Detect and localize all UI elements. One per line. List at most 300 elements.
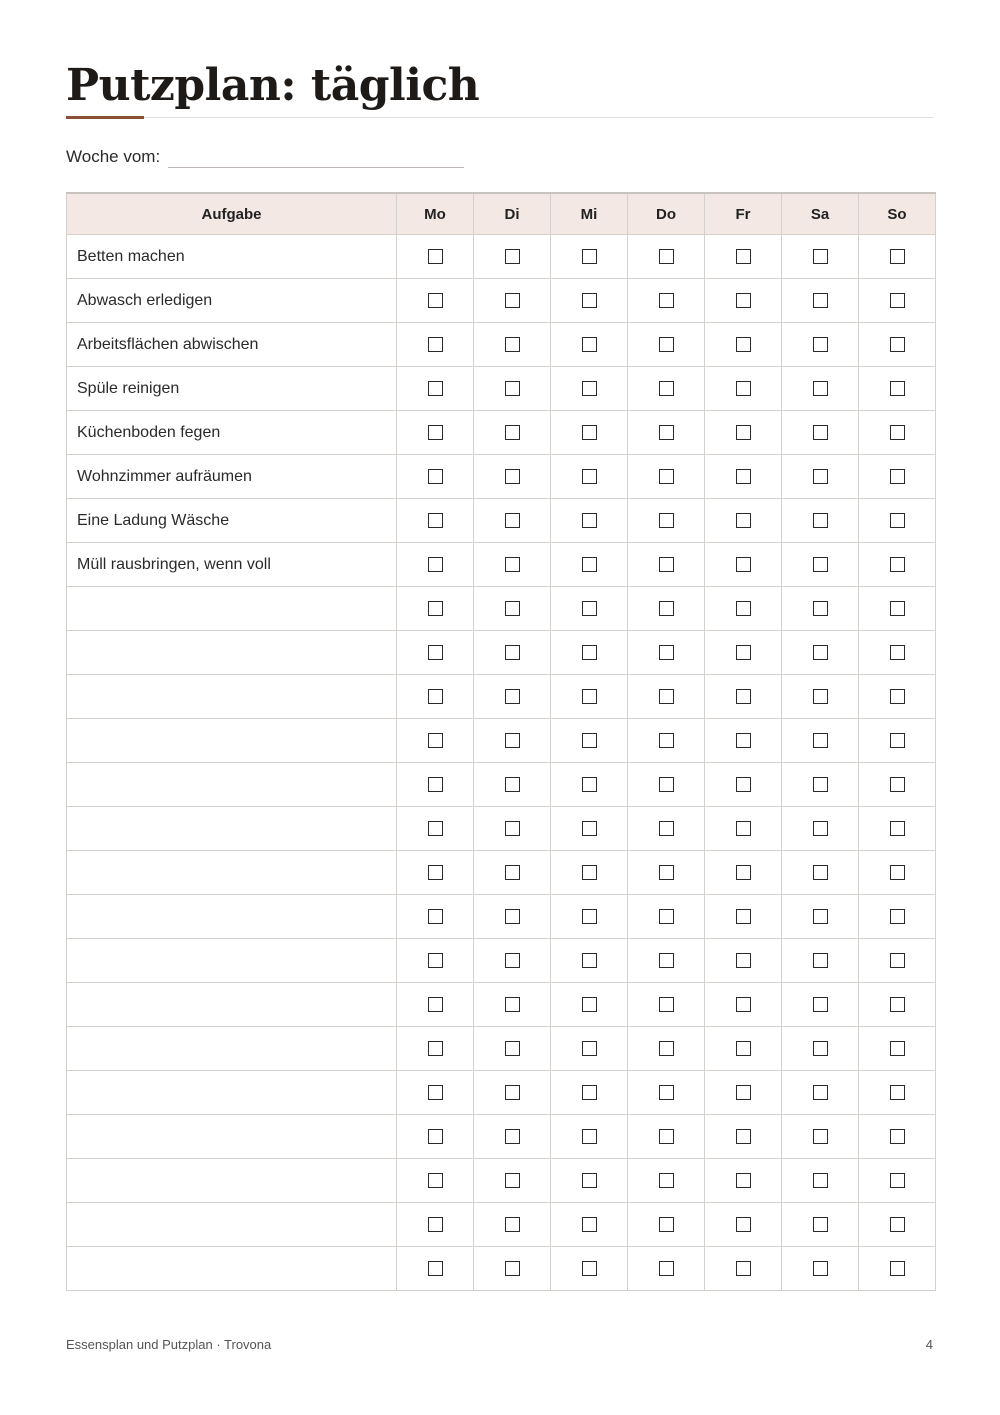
checkbox-sa[interactable] (813, 337, 828, 352)
checkbox-di[interactable] (505, 645, 520, 660)
checkbox-so[interactable] (890, 689, 905, 704)
checkbox-fr[interactable] (736, 1217, 751, 1232)
day-cell-so (859, 1247, 936, 1291)
checkbox-do[interactable] (659, 733, 674, 748)
day-cell-mi (551, 851, 628, 895)
checkbox-mo[interactable] (428, 1173, 443, 1188)
checkbox-mi[interactable] (582, 513, 597, 528)
checkbox-di[interactable] (505, 469, 520, 484)
checkbox-do[interactable] (659, 469, 674, 484)
day-cell-mo (397, 279, 474, 323)
checkbox-mo[interactable] (428, 513, 443, 528)
checkbox-sa[interactable] (813, 601, 828, 616)
table-row (67, 499, 936, 543)
day-cell-do (628, 455, 705, 499)
table-row (67, 279, 936, 323)
day-cell-sa (782, 675, 859, 719)
checkbox-mo[interactable] (428, 997, 443, 1012)
checkbox-fr[interactable] (736, 425, 751, 440)
checkbox-mo[interactable] (428, 1085, 443, 1100)
checkbox-do[interactable] (659, 821, 674, 836)
checkbox-mo[interactable] (428, 865, 443, 880)
checkbox-do[interactable] (659, 1129, 674, 1144)
checkbox-fr[interactable] (736, 469, 751, 484)
checkbox-fr[interactable] (736, 997, 751, 1012)
day-cell-fr (705, 367, 782, 411)
checkbox-sa[interactable] (813, 557, 828, 572)
checkbox-sa[interactable] (813, 1129, 828, 1144)
checkbox-mo[interactable] (428, 1217, 443, 1232)
column-header-so: So (859, 193, 936, 235)
checkbox-do[interactable] (659, 997, 674, 1012)
checkbox-sa[interactable] (813, 1261, 828, 1276)
day-cell-mi (551, 279, 628, 323)
day-cell-mi (551, 895, 628, 939)
checkbox-mi[interactable] (582, 1217, 597, 1232)
page-number: 4 (925, 1337, 933, 1352)
checkbox-do[interactable] (659, 1261, 674, 1276)
checkbox-di[interactable] (505, 1261, 520, 1276)
checkbox-so[interactable] (890, 909, 905, 924)
task-cell[interactable] (67, 1203, 397, 1247)
day-cell-di (474, 455, 551, 499)
checkbox-sa[interactable] (813, 249, 828, 264)
checkbox-mi[interactable] (582, 1261, 597, 1276)
task-cell[interactable]: Wohnzimmer aufräumen (67, 455, 397, 499)
day-cell-do (628, 367, 705, 411)
checkbox-fr[interactable] (736, 249, 751, 264)
checkbox-so[interactable] (890, 865, 905, 880)
day-cell-di (474, 1247, 551, 1291)
checkbox-do[interactable] (659, 909, 674, 924)
checkbox-mi[interactable] (582, 293, 597, 308)
checkbox-fr[interactable] (736, 821, 751, 836)
task-cell[interactable] (67, 807, 397, 851)
checkbox-do[interactable] (659, 1217, 674, 1232)
checkbox-fr[interactable] (736, 1041, 751, 1056)
checkbox-so[interactable] (890, 293, 905, 308)
day-cell-sa (782, 1203, 859, 1247)
checkbox-mi[interactable] (582, 733, 597, 748)
task-cell[interactable] (67, 1115, 397, 1159)
task-cell[interactable] (67, 983, 397, 1027)
checkbox-sa[interactable] (813, 777, 828, 792)
task-cell[interactable] (67, 1071, 397, 1115)
checkbox-sa[interactable] (813, 821, 828, 836)
checkbox-di[interactable] (505, 381, 520, 396)
checkbox-di[interactable] (505, 997, 520, 1012)
day-cell-do (628, 807, 705, 851)
table-header-row (67, 193, 936, 235)
checkbox-mi[interactable] (582, 337, 597, 352)
checkbox-sa[interactable] (813, 513, 828, 528)
checkbox-mo[interactable] (428, 425, 443, 440)
task-cell[interactable]: Müll rausbringen, wenn voll (67, 543, 397, 587)
checkbox-fr[interactable] (736, 689, 751, 704)
checkbox-fr[interactable] (736, 1173, 751, 1188)
checkbox-di[interactable] (505, 1085, 520, 1100)
checkbox-so[interactable] (890, 953, 905, 968)
checkbox-do[interactable] (659, 249, 674, 264)
day-cell-so (859, 1159, 936, 1203)
checkbox-di[interactable] (505, 953, 520, 968)
checkbox-do[interactable] (659, 557, 674, 572)
column-header-task: Aufgabe (67, 193, 397, 235)
checkbox-mo[interactable] (428, 1041, 443, 1056)
checkbox-mi[interactable] (582, 997, 597, 1012)
table-row (67, 895, 936, 939)
day-cell-mo (397, 455, 474, 499)
column-header-fr: Fr (705, 193, 782, 235)
day-cell-so (859, 939, 936, 983)
checkbox-sa[interactable] (813, 645, 828, 660)
checkbox-so[interactable] (890, 425, 905, 440)
day-cell-sa (782, 499, 859, 543)
checkbox-do[interactable] (659, 777, 674, 792)
table-row (67, 719, 936, 763)
checkbox-so[interactable] (890, 1261, 905, 1276)
checkbox-so[interactable] (890, 557, 905, 572)
checkbox-mi[interactable] (582, 689, 597, 704)
day-cell-sa (782, 455, 859, 499)
checkbox-mi[interactable] (582, 249, 597, 264)
day-cell-do (628, 235, 705, 279)
day-cell-fr (705, 323, 782, 367)
checkbox-do[interactable] (659, 425, 674, 440)
day-cell-mi (551, 939, 628, 983)
checkbox-fr[interactable] (736, 909, 751, 924)
checkbox-di[interactable] (505, 909, 520, 924)
day-cell-di (474, 1115, 551, 1159)
checkbox-di[interactable] (505, 601, 520, 616)
checkbox-do[interactable] (659, 865, 674, 880)
checkbox-mi[interactable] (582, 1129, 597, 1144)
day-cell-sa (782, 367, 859, 411)
day-cell-di (474, 279, 551, 323)
task-cell[interactable] (67, 1027, 397, 1071)
table-row (67, 1159, 936, 1203)
checkbox-mo[interactable] (428, 337, 443, 352)
checkbox-sa[interactable] (813, 469, 828, 484)
checkbox-mi[interactable] (582, 1085, 597, 1100)
day-cell-fr (705, 1115, 782, 1159)
day-cell-fr (705, 411, 782, 455)
checkbox-di[interactable] (505, 1173, 520, 1188)
checkbox-so[interactable] (890, 1217, 905, 1232)
checkbox-sa[interactable] (813, 293, 828, 308)
checkbox-so[interactable] (890, 997, 905, 1012)
task-cell[interactable] (67, 675, 397, 719)
checkbox-do[interactable] (659, 689, 674, 704)
task-cell[interactable] (67, 587, 397, 631)
checkbox-di[interactable] (505, 425, 520, 440)
day-cell-mo (397, 807, 474, 851)
checkbox-fr[interactable] (736, 513, 751, 528)
checkbox-sa[interactable] (813, 909, 828, 924)
checkbox-di[interactable] (505, 865, 520, 880)
checkbox-mo[interactable] (428, 953, 443, 968)
checkbox-di[interactable] (505, 821, 520, 836)
task-cell[interactable] (67, 631, 397, 675)
checkbox-do[interactable] (659, 645, 674, 660)
checkbox-so[interactable] (890, 469, 905, 484)
day-cell-sa (782, 807, 859, 851)
checkbox-sa[interactable] (813, 381, 828, 396)
checkbox-mi[interactable] (582, 777, 597, 792)
checkbox-fr[interactable] (736, 601, 751, 616)
checkbox-di[interactable] (505, 777, 520, 792)
day-cell-mo (397, 411, 474, 455)
day-cell-mi (551, 1071, 628, 1115)
day-cell-so (859, 455, 936, 499)
checkbox-mi[interactable] (582, 909, 597, 924)
task-cell[interactable] (67, 1159, 397, 1203)
checkbox-sa[interactable] (813, 425, 828, 440)
task-cell[interactable] (67, 1247, 397, 1291)
checkbox-do[interactable] (659, 513, 674, 528)
day-cell-fr (705, 587, 782, 631)
checkbox-mi[interactable] (582, 821, 597, 836)
checkbox-di[interactable] (505, 1129, 520, 1144)
task-cell[interactable]: Eine Ladung Wäsche (67, 499, 397, 543)
day-cell-di (474, 1071, 551, 1115)
day-cell-fr (705, 499, 782, 543)
checkbox-fr[interactable] (736, 1129, 751, 1144)
checkbox-do[interactable] (659, 601, 674, 616)
day-cell-fr (705, 851, 782, 895)
day-cell-do (628, 323, 705, 367)
checkbox-mi[interactable] (582, 953, 597, 968)
checkbox-di[interactable] (505, 733, 520, 748)
table-row (67, 763, 936, 807)
day-cell-so (859, 807, 936, 851)
day-cell-sa (782, 235, 859, 279)
checkbox-so[interactable] (890, 821, 905, 836)
checkbox-do[interactable] (659, 381, 674, 396)
day-cell-fr (705, 631, 782, 675)
checkbox-di[interactable] (505, 1217, 520, 1232)
checkbox-di[interactable] (505, 337, 520, 352)
checkbox-fr[interactable] (736, 557, 751, 572)
checkbox-sa[interactable] (813, 1041, 828, 1056)
table-row (67, 983, 936, 1027)
checkbox-fr[interactable] (736, 337, 751, 352)
day-cell-so (859, 543, 936, 587)
task-cell[interactable]: Küchenboden fegen (67, 411, 397, 455)
checkbox-fr[interactable] (736, 1085, 751, 1100)
checkbox-mo[interactable] (428, 249, 443, 264)
day-cell-so (859, 675, 936, 719)
checkbox-mo[interactable] (428, 909, 443, 924)
day-cell-fr (705, 1071, 782, 1115)
day-cell-so (859, 851, 936, 895)
day-cell-sa (782, 543, 859, 587)
day-cell-do (628, 1115, 705, 1159)
task-cell[interactable]: Abwasch erledigen (67, 279, 397, 323)
day-cell-di (474, 367, 551, 411)
checkbox-mi[interactable] (582, 1041, 597, 1056)
checkbox-do[interactable] (659, 293, 674, 308)
checkbox-di[interactable] (505, 249, 520, 264)
checkbox-so[interactable] (890, 249, 905, 264)
checkbox-sa[interactable] (813, 1173, 828, 1188)
checkbox-mo[interactable] (428, 293, 443, 308)
checkbox-di[interactable] (505, 293, 520, 308)
day-cell-mi (551, 1027, 628, 1071)
checkbox-mo[interactable] (428, 1129, 443, 1144)
checkbox-mo[interactable] (428, 1261, 443, 1276)
table-row (67, 939, 936, 983)
day-cell-mo (397, 1027, 474, 1071)
checkbox-so[interactable] (890, 1173, 905, 1188)
day-cell-sa (782, 939, 859, 983)
checkbox-so[interactable] (890, 777, 905, 792)
task-cell[interactable] (67, 895, 397, 939)
day-cell-di (474, 939, 551, 983)
checkbox-mo[interactable] (428, 645, 443, 660)
day-cell-mo (397, 631, 474, 675)
day-cell-sa (782, 411, 859, 455)
day-cell-mi (551, 675, 628, 719)
day-cell-do (628, 1203, 705, 1247)
day-cell-mi (551, 1203, 628, 1247)
checkbox-do[interactable] (659, 953, 674, 968)
checkbox-fr[interactable] (736, 645, 751, 660)
checkbox-so[interactable] (890, 381, 905, 396)
checkbox-fr[interactable] (736, 1261, 751, 1276)
checkbox-so[interactable] (890, 1085, 905, 1100)
checkbox-do[interactable] (659, 1173, 674, 1188)
checkbox-fr[interactable] (736, 777, 751, 792)
checkbox-mi[interactable] (582, 865, 597, 880)
table-row (67, 411, 936, 455)
checkbox-so[interactable] (890, 733, 905, 748)
day-cell-di (474, 675, 551, 719)
day-cell-sa (782, 279, 859, 323)
checkbox-do[interactable] (659, 337, 674, 352)
checkbox-sa[interactable] (813, 689, 828, 704)
day-cell-mi (551, 719, 628, 763)
day-cell-mo (397, 367, 474, 411)
checkbox-mi[interactable] (582, 1173, 597, 1188)
day-cell-di (474, 1159, 551, 1203)
checkbox-mo[interactable] (428, 601, 443, 616)
task-cell[interactable]: Betten machen (67, 235, 397, 279)
checkbox-di[interactable] (505, 557, 520, 572)
checkbox-mi[interactable] (582, 381, 597, 396)
day-cell-do (628, 279, 705, 323)
task-cell[interactable]: Arbeitsflächen abwischen (67, 323, 397, 367)
checkbox-sa[interactable] (813, 953, 828, 968)
day-cell-mo (397, 939, 474, 983)
checkbox-sa[interactable] (813, 1085, 828, 1100)
checkbox-so[interactable] (890, 513, 905, 528)
checkbox-mo[interactable] (428, 689, 443, 704)
day-cell-so (859, 279, 936, 323)
day-cell-mo (397, 675, 474, 719)
day-cell-mi (551, 499, 628, 543)
checkbox-mo[interactable] (428, 381, 443, 396)
checkbox-fr[interactable] (736, 865, 751, 880)
day-cell-mi (551, 763, 628, 807)
task-cell[interactable] (67, 719, 397, 763)
day-cell-sa (782, 323, 859, 367)
checkbox-mi[interactable] (582, 557, 597, 572)
day-cell-mi (551, 367, 628, 411)
day-cell-sa (782, 983, 859, 1027)
day-cell-mo (397, 763, 474, 807)
title-accent-bar (66, 116, 144, 119)
day-cell-do (628, 939, 705, 983)
day-cell-so (859, 763, 936, 807)
checkbox-di[interactable] (505, 1041, 520, 1056)
checkbox-mo[interactable] (428, 469, 443, 484)
checkbox-mo[interactable] (428, 777, 443, 792)
week-label: Woche vom: (66, 147, 161, 166)
checkbox-mi[interactable] (582, 601, 597, 616)
day-cell-fr (705, 455, 782, 499)
day-cell-do (628, 499, 705, 543)
checkbox-do[interactable] (659, 1085, 674, 1100)
column-header-di: Di (474, 193, 551, 235)
day-cell-mo (397, 1247, 474, 1291)
checkbox-fr[interactable] (736, 381, 751, 396)
day-cell-di (474, 1027, 551, 1071)
checkbox-di[interactable] (505, 689, 520, 704)
checkbox-so[interactable] (890, 1041, 905, 1056)
checkbox-mo[interactable] (428, 733, 443, 748)
day-cell-di (474, 543, 551, 587)
checkbox-mi[interactable] (582, 425, 597, 440)
task-cell[interactable] (67, 851, 397, 895)
checkbox-mo[interactable] (428, 821, 443, 836)
day-cell-mi (551, 983, 628, 1027)
checkbox-sa[interactable] (813, 733, 828, 748)
day-cell-di (474, 1203, 551, 1247)
task-cell[interactable]: Spüle reinigen (67, 367, 397, 411)
day-cell-fr (705, 763, 782, 807)
day-cell-so (859, 235, 936, 279)
task-cell[interactable] (67, 763, 397, 807)
day-cell-fr (705, 279, 782, 323)
checkbox-sa[interactable] (813, 997, 828, 1012)
week-input-line[interactable] (168, 145, 464, 168)
task-cell[interactable] (67, 939, 397, 983)
checkbox-mo[interactable] (428, 557, 443, 572)
day-cell-sa (782, 1027, 859, 1071)
checkbox-do[interactable] (659, 1041, 674, 1056)
checkbox-di[interactable] (505, 513, 520, 528)
checkbox-so[interactable] (890, 645, 905, 660)
checkbox-mi[interactable] (582, 645, 597, 660)
checkbox-so[interactable] (890, 1129, 905, 1144)
checkbox-sa[interactable] (813, 1217, 828, 1232)
day-cell-so (859, 895, 936, 939)
checkbox-fr[interactable] (736, 733, 751, 748)
checkbox-fr[interactable] (736, 293, 751, 308)
checkbox-so[interactable] (890, 337, 905, 352)
day-cell-so (859, 1071, 936, 1115)
checkbox-so[interactable] (890, 601, 905, 616)
day-cell-mo (397, 1203, 474, 1247)
checkbox-mi[interactable] (582, 469, 597, 484)
day-cell-mi (551, 1247, 628, 1291)
checkbox-sa[interactable] (813, 865, 828, 880)
cleaning-plan-table (66, 192, 936, 1291)
checkbox-fr[interactable] (736, 953, 751, 968)
day-cell-fr (705, 235, 782, 279)
day-cell-so (859, 323, 936, 367)
